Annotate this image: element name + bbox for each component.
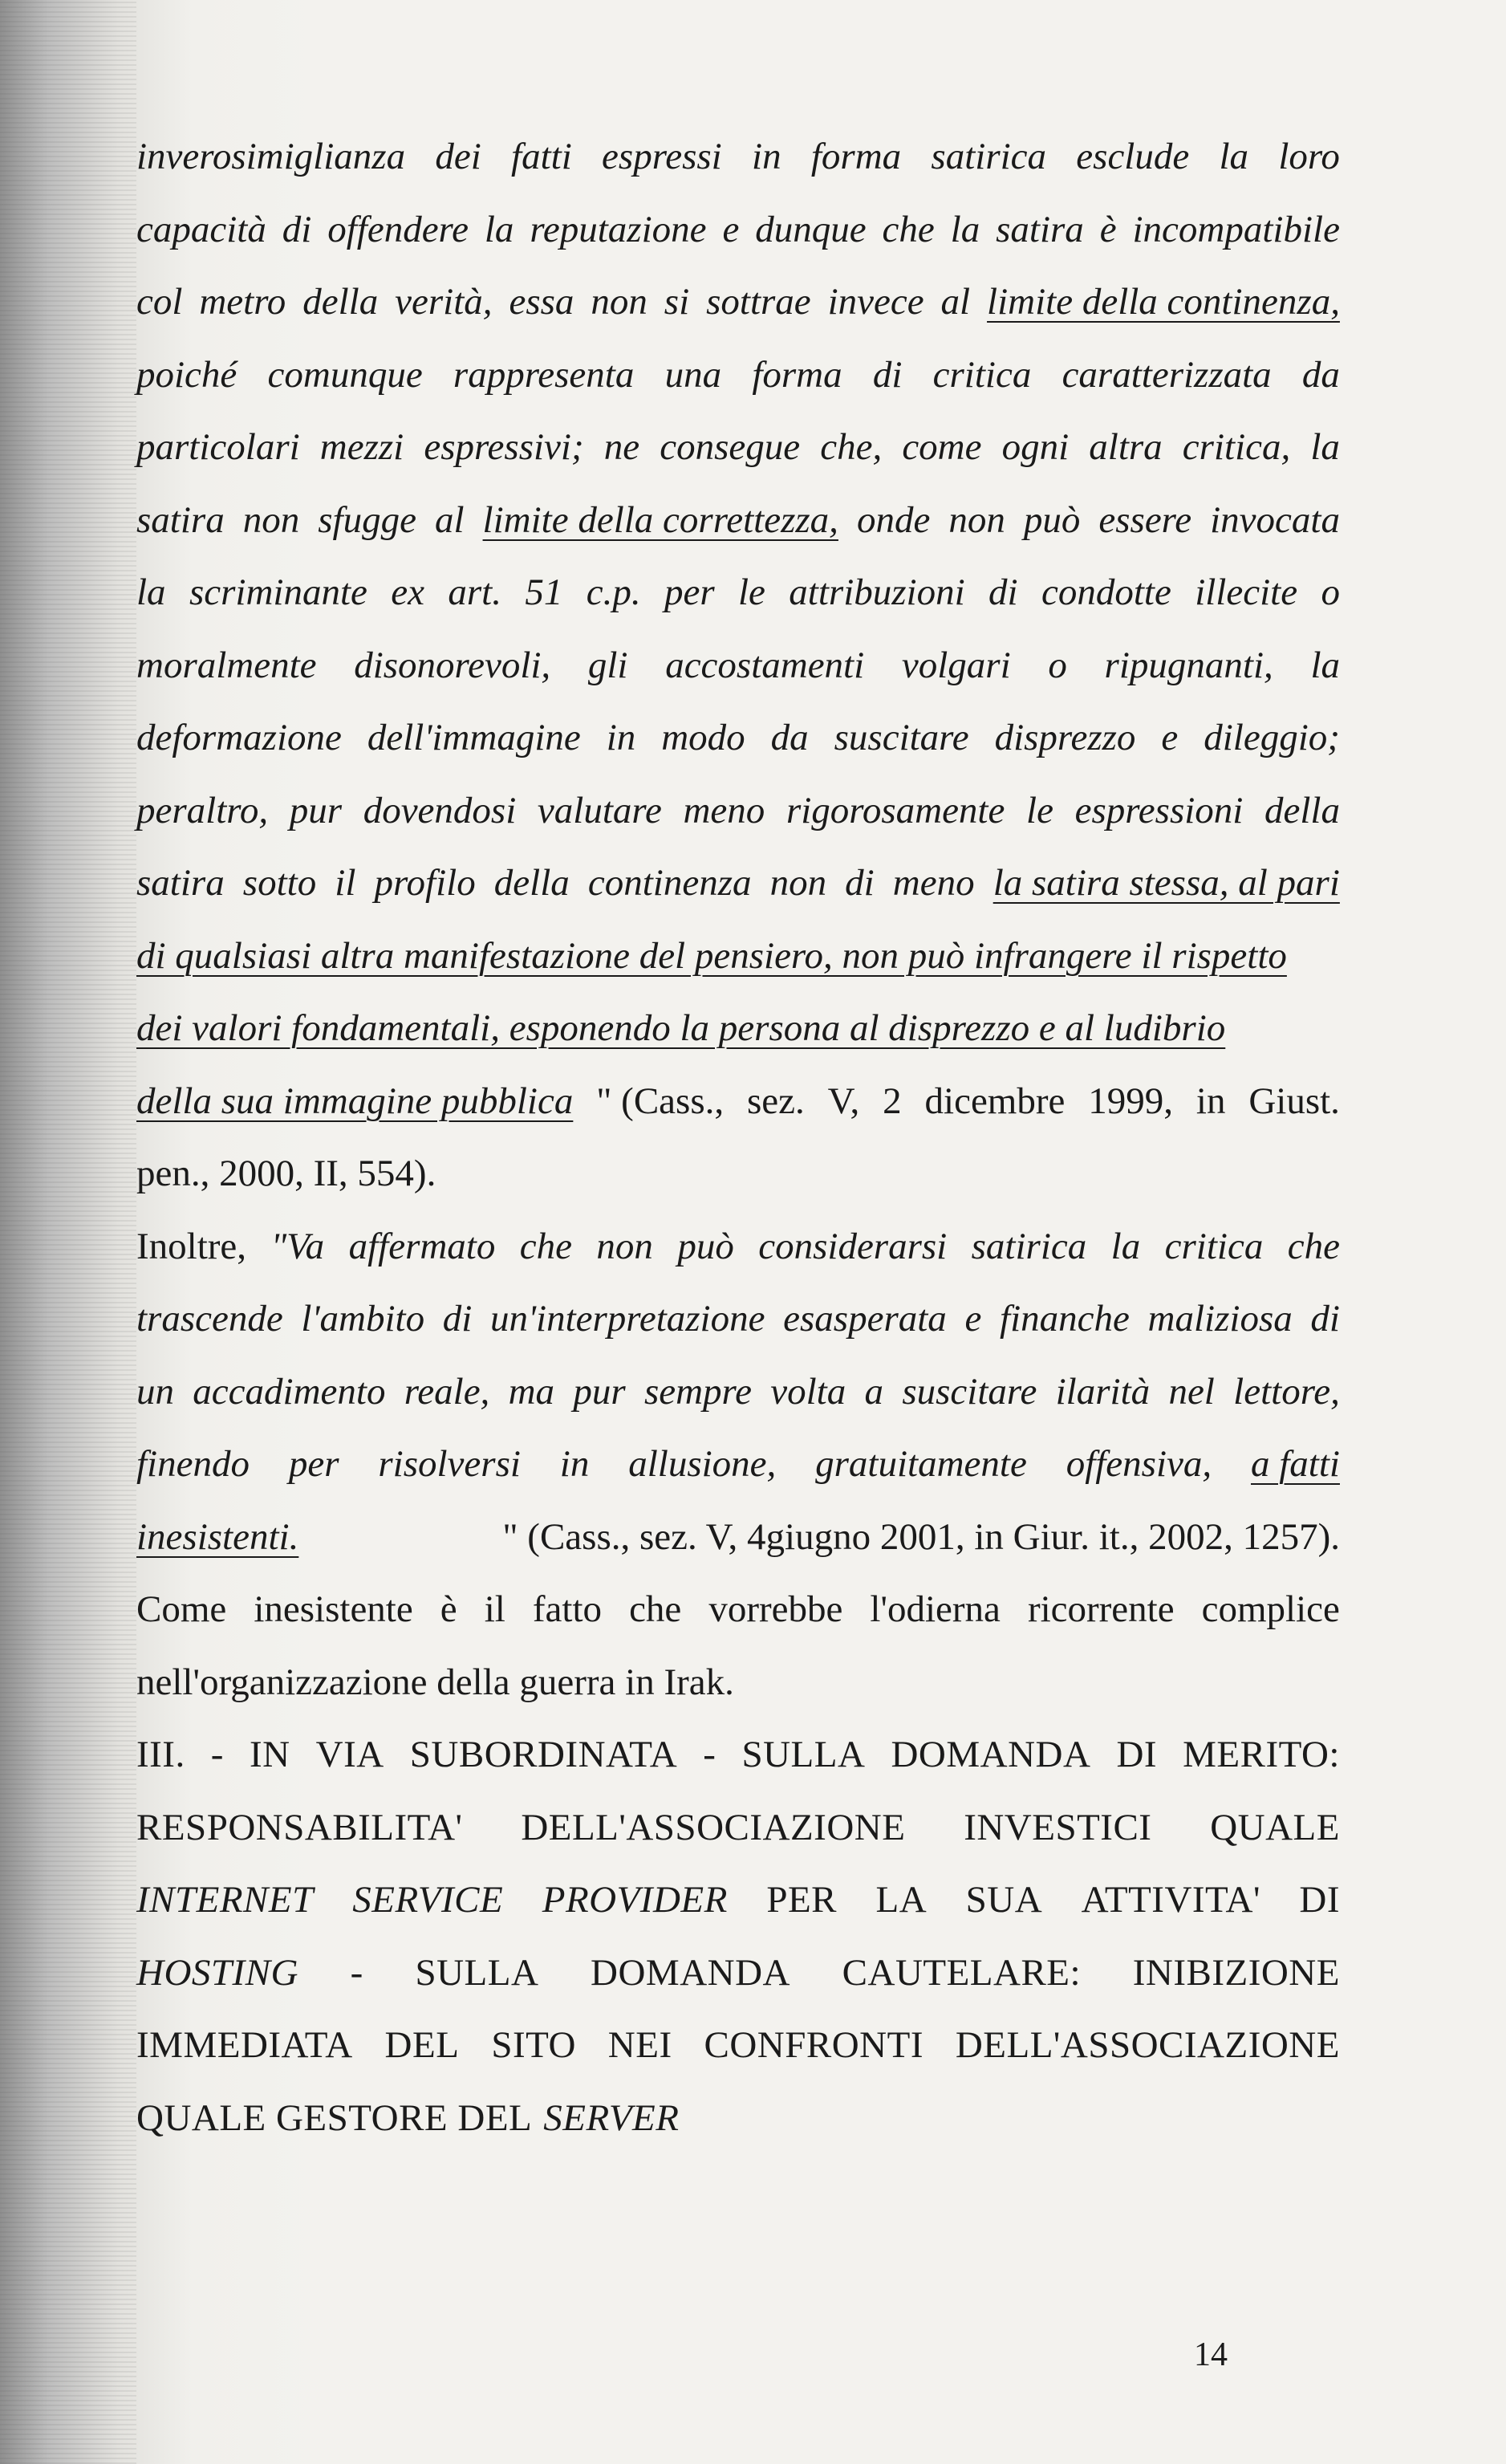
text-segment: pur: [573, 1370, 626, 1413]
text-segment: LA: [875, 1879, 928, 1921]
text-segment: o: [1321, 571, 1340, 613]
text-segment: disonorevoli,: [354, 644, 551, 686]
text-segment: di: [988, 571, 1018, 613]
text-segment: a fatti: [1250, 1443, 1340, 1485]
text-line: [136, 1283, 1340, 1356]
text-segment: e: [1161, 717, 1179, 758]
text-segment: un: [136, 1370, 174, 1413]
text-segment: ogni: [1001, 426, 1070, 468]
text-line: [136, 1210, 1340, 1283]
text-segment: dileggio;: [1204, 717, 1340, 758]
text-segment: ex: [391, 571, 424, 613]
text-segment: è: [440, 1588, 457, 1630]
text-segment: HOSTING: [136, 1951, 298, 1994]
text-segment: Inoltre,: [136, 1225, 247, 1267]
text-segment: CAUTELARE:: [842, 1951, 1082, 1994]
text-segment: nel: [1168, 1370, 1215, 1413]
text-segment: che: [1287, 1225, 1340, 1267]
text-segment: che,: [820, 426, 883, 468]
text-segment: di: [282, 208, 312, 250]
text-segment: III.: [136, 1734, 185, 1775]
text-segment: DEL: [384, 2024, 460, 2066]
text-segment: è: [1099, 208, 1117, 250]
text-line: [136, 920, 1340, 993]
text-segment: offendere: [327, 208, 469, 250]
text-line: [136, 1791, 1340, 1864]
text-segment: una: [664, 353, 722, 396]
text-segment: un'interpretazione: [489, 1298, 765, 1340]
text-segment: satira: [136, 498, 225, 541]
text-segment: DI: [1116, 1734, 1158, 1775]
text-segment: "Va: [270, 1225, 325, 1267]
text-segment: INTERNET: [136, 1879, 314, 1921]
text-segment: 51: [525, 571, 563, 613]
text-segment: dei: [435, 136, 481, 177]
text-segment: -: [350, 1951, 363, 1994]
text-segment: della: [493, 862, 570, 904]
text-segment: IMMEDIATA: [136, 2024, 353, 2066]
text-segment: ATTIVITA': [1081, 1879, 1260, 1921]
text-segment: finanche: [1000, 1298, 1130, 1340]
text-segment: SULLA: [741, 1734, 866, 1775]
text-segment: finendo: [136, 1443, 250, 1485]
text-segment: sottrae: [706, 281, 811, 323]
text-segment: da: [1301, 353, 1340, 396]
text-segment: in: [559, 1443, 590, 1485]
text-segment: SUA: [965, 1879, 1043, 1921]
text-segment: sfugge: [318, 498, 416, 541]
text-segment: gli: [587, 644, 628, 686]
text-segment: il: [484, 1588, 505, 1630]
text-segment: la: [1310, 426, 1340, 468]
text-line: [136, 775, 1340, 848]
text-segment: ma: [508, 1370, 555, 1413]
text-segment: reputazione: [530, 208, 707, 250]
text-segment: moralmente: [136, 644, 317, 686]
text-segment: in: [1195, 1080, 1226, 1122]
text-segment: QUALE: [1210, 1806, 1340, 1848]
text-segment: rigorosamente: [785, 789, 1005, 831]
text-line: [136, 847, 1340, 920]
text-segment: 2: [883, 1080, 902, 1122]
text-segment: inesistente: [254, 1588, 413, 1630]
text-segment: " (Cass.,: [596, 1080, 725, 1122]
text-segment: la: [950, 208, 980, 250]
text-segment: critica: [1164, 1225, 1264, 1267]
text-segment: VIA: [315, 1734, 384, 1775]
text-segment: illecite: [1195, 571, 1298, 613]
text-segment: particolari: [136, 426, 300, 468]
text-segment: può: [1023, 498, 1081, 541]
text-segment: la: [1110, 1225, 1141, 1267]
text-segment: c.p.: [586, 571, 641, 613]
text-segment: essere: [1098, 498, 1192, 541]
text-line: [136, 1356, 1340, 1429]
text-segment: DOMANDA: [591, 1951, 790, 1994]
text-segment: di: [845, 862, 875, 904]
text-segment: espressioni: [1074, 789, 1244, 831]
text-segment: comunque: [267, 353, 423, 396]
text-segment: ripugnanti,: [1104, 644, 1273, 686]
text-segment: in: [606, 717, 636, 758]
text-segment: consegue: [660, 426, 801, 468]
text-line: [136, 193, 1340, 266]
text-segment: accostamenti: [665, 644, 865, 686]
text-segment: dicembre: [924, 1080, 1066, 1122]
text-segment: non: [242, 498, 300, 541]
text-segment: maliziosa: [1147, 1298, 1293, 1340]
text-segment: INIBIZIONE: [1132, 1951, 1340, 1994]
text-line: [136, 1501, 1340, 1574]
text-segment: MERITO:: [1183, 1734, 1340, 1775]
text-segment: ne: [603, 426, 640, 468]
text-segment: fatto: [532, 1588, 603, 1630]
text-segment: non: [596, 1225, 653, 1267]
text-segment: esasperata: [783, 1298, 947, 1340]
text-segment: DELL'ASSOCIAZIONE: [521, 1806, 906, 1848]
text-segment: le: [737, 571, 765, 613]
text-segment: satirica: [971, 1225, 1087, 1267]
text-line: [136, 1864, 1340, 1937]
text-segment: -: [210, 1734, 224, 1775]
text-line: [136, 1573, 1340, 1646]
text-line: [136, 701, 1340, 775]
text-segment: modo: [661, 717, 745, 758]
text-segment: per: [664, 571, 715, 613]
text-segment: scriminante: [189, 571, 367, 613]
text-segment: di: [442, 1298, 473, 1340]
text-segment: la: [1219, 136, 1249, 177]
text-segment: sotto: [242, 862, 317, 904]
text-segment: forma: [752, 353, 842, 396]
text-segment: RESPONSABILITA': [136, 1806, 463, 1848]
text-segment: della: [1264, 789, 1340, 831]
text-line: [136, 556, 1340, 629]
text-segment: nell'organizzazione della guerra in Irak.: [136, 1661, 734, 1703]
text-segment: sempre: [643, 1370, 752, 1413]
text-segment: lettore,: [1233, 1370, 1340, 1413]
text-segment: volta: [770, 1370, 846, 1413]
text-line: [136, 1065, 1340, 1138]
text-segment: inesistenti.: [136, 1515, 299, 1558]
text-segment: risolversi: [378, 1443, 521, 1485]
text-segment: onde: [856, 498, 931, 541]
text-segment: SERVICE: [352, 1879, 504, 1921]
text-segment: fatti: [511, 136, 572, 177]
text-segment: CONFRONTI: [704, 2024, 923, 2066]
text-segment: disprezzo: [994, 717, 1136, 758]
text-segment: vorrebbe: [708, 1588, 843, 1630]
text-segment: la satira stessa, al pari: [992, 862, 1340, 904]
text-segment: PROVIDER: [542, 1879, 728, 1921]
text-segment: di: [1310, 1298, 1340, 1340]
text-segment: limite della correttezza,: [482, 498, 838, 541]
text-segment: DI: [1299, 1879, 1340, 1921]
text-segment: complice: [1201, 1588, 1340, 1630]
text-segment: altra: [1089, 426, 1163, 468]
text-segment: reale,: [404, 1370, 490, 1413]
text-segment: l'ambito: [301, 1298, 425, 1340]
text-segment: QUALE GESTORE DEL: [136, 2096, 533, 2139]
text-segment: accadimento: [193, 1370, 386, 1413]
text-segment: INVESTICI: [964, 1806, 1152, 1848]
text-segment: di qualsiasi altra manifestazione del pensiero, non può infrangere il rispetto: [136, 934, 1287, 977]
text-segment: come: [902, 426, 982, 468]
text-segment: ricorrente: [1027, 1588, 1175, 1630]
text-segment: pur: [289, 789, 343, 831]
text-segment: che: [629, 1588, 682, 1630]
text-segment: caratterizzata: [1062, 353, 1272, 396]
text-segment: e: [964, 1298, 982, 1340]
text-segment: profilo: [374, 862, 476, 904]
text-segment: esclude: [1076, 136, 1190, 177]
text-segment: Come: [136, 1588, 227, 1630]
text-segment: a: [864, 1370, 884, 1413]
text-line: [136, 411, 1340, 484]
text-segment: critica: [932, 353, 1032, 396]
text-segment: l'odierna: [870, 1588, 1001, 1630]
text-segment: dunque: [755, 208, 867, 250]
text-segment: non: [948, 498, 1005, 541]
text-line: [136, 120, 1340, 193]
text-segment: condotte: [1041, 571, 1171, 613]
text-segment: non: [769, 862, 827, 904]
text-segment: suscitare: [834, 717, 969, 758]
text-segment: attribuzioni: [789, 571, 965, 613]
text-segment: considerarsi: [758, 1225, 948, 1267]
text-segment: Giust.: [1248, 1080, 1340, 1122]
text-segment: può: [677, 1225, 734, 1267]
text-segment: peraltro,: [136, 789, 269, 831]
text-segment: per: [288, 1443, 339, 1485]
text-segment: essa: [509, 281, 574, 323]
text-segment: espressi: [602, 136, 722, 177]
text-segment: al: [434, 498, 465, 541]
text-segment: DOMANDA: [891, 1734, 1091, 1775]
text-segment: SERVER: [543, 2096, 680, 2139]
text-segment: loro: [1278, 136, 1340, 177]
text-segment: suscitare: [902, 1370, 1037, 1413]
text-segment: continenza: [587, 862, 752, 904]
text-segment: gratuitamente: [815, 1443, 1027, 1485]
text-segment: trascende: [136, 1298, 283, 1340]
text-segment: NEI: [607, 2024, 672, 2066]
text-segment: il: [335, 862, 356, 904]
text-segment: da: [770, 717, 809, 758]
text-segment: la: [484, 208, 514, 250]
text-line: [136, 1937, 1340, 2010]
text-segment: dei valori fondamentali, esponendo la persona al disprezzo e al ludibrio: [136, 1007, 1226, 1049]
text-segment: forma: [810, 136, 902, 177]
text-segment: V,: [827, 1080, 860, 1122]
text-segment: -: [703, 1734, 716, 1775]
text-segment: capacità: [136, 208, 266, 250]
text-segment: incompatibile: [1132, 208, 1340, 250]
text-segment: la: [136, 571, 166, 613]
text-segment: dovendosi: [363, 789, 517, 831]
text-segment: mezzi: [319, 426, 404, 468]
text-line: [136, 1137, 1340, 1210]
text-segment: satira: [136, 862, 225, 904]
text-segment: SITO: [491, 2024, 576, 2066]
text-segment: IN: [250, 1734, 290, 1775]
text-segment: volgari: [901, 644, 1011, 686]
text-line: [136, 992, 1340, 1065]
text-segment: che: [519, 1225, 573, 1267]
text-segment: pen., 2000, II, 554).: [136, 1153, 436, 1194]
text-line: [136, 1718, 1340, 1791]
text-segment: la: [1310, 644, 1340, 686]
text-segment: che: [882, 208, 935, 250]
text-segment: di: [872, 353, 903, 396]
text-segment: satira: [996, 208, 1084, 250]
text-line: [136, 1646, 1340, 1719]
scan-shadow-edge: [0, 0, 136, 2464]
text-segment: valutare: [537, 789, 662, 831]
text-segment: poiché: [136, 353, 237, 396]
text-segment: rappresenta: [453, 353, 635, 396]
text-line: [136, 2009, 1340, 2082]
text-line: [136, 339, 1340, 412]
text-segment: affermato: [348, 1225, 496, 1267]
page-number: 14: [1194, 2336, 1228, 2373]
text-segment: invocata: [1210, 498, 1340, 541]
text-segment: SULLA: [415, 1951, 539, 1994]
text-segment: col: [136, 281, 183, 323]
text-segment: si: [664, 281, 690, 323]
text-segment: invece: [827, 281, 924, 323]
text-line: [136, 484, 1340, 557]
text-segment: dell'immagine: [367, 717, 581, 758]
text-line: [136, 1428, 1340, 1501]
text-segment: al: [940, 281, 971, 323]
text-segment: meno: [892, 862, 975, 904]
text-segment: art.: [448, 571, 501, 613]
text-segment: sez.: [747, 1080, 805, 1122]
text-segment: 1999,: [1088, 1080, 1174, 1122]
text-segment: critica,: [1182, 426, 1291, 468]
text-segment: non: [591, 281, 647, 323]
text-segment: della sua immagine pubblica: [136, 1080, 574, 1122]
text-segment: meno: [683, 789, 765, 831]
text-line: [136, 629, 1340, 702]
text-segment: PER: [766, 1879, 838, 1921]
text-segment: verità,: [395, 281, 493, 323]
text-segment: e: [722, 208, 740, 250]
text-segment: " (Cass., sez. V, 4giugno 2001, in Giur. it., 2002, 1257).: [502, 1515, 1340, 1558]
text-segment: limite della continenza,: [987, 281, 1340, 323]
text-line: [136, 266, 1340, 339]
text-segment: espressivi;: [424, 426, 584, 468]
text-segment: o: [1048, 644, 1067, 686]
text-segment: offensiva,: [1066, 1443, 1212, 1485]
text-segment: inverosimiglianza: [136, 136, 406, 177]
document-body: [136, 120, 1340, 2154]
text-segment: allusione,: [628, 1443, 777, 1485]
text-segment: le: [1026, 789, 1053, 831]
text-segment: satirica: [931, 136, 1047, 177]
text-segment: in: [752, 136, 781, 177]
text-segment: metro: [199, 281, 286, 323]
text-segment: deformazione: [136, 717, 342, 758]
text-segment: ilarità: [1055, 1370, 1151, 1413]
text-segment: DELL'ASSOCIAZIONE: [955, 2024, 1340, 2066]
text-segment: della: [302, 281, 379, 323]
text-line: [136, 2082, 1340, 2155]
text-segment: SUBORDINATA: [409, 1734, 678, 1775]
